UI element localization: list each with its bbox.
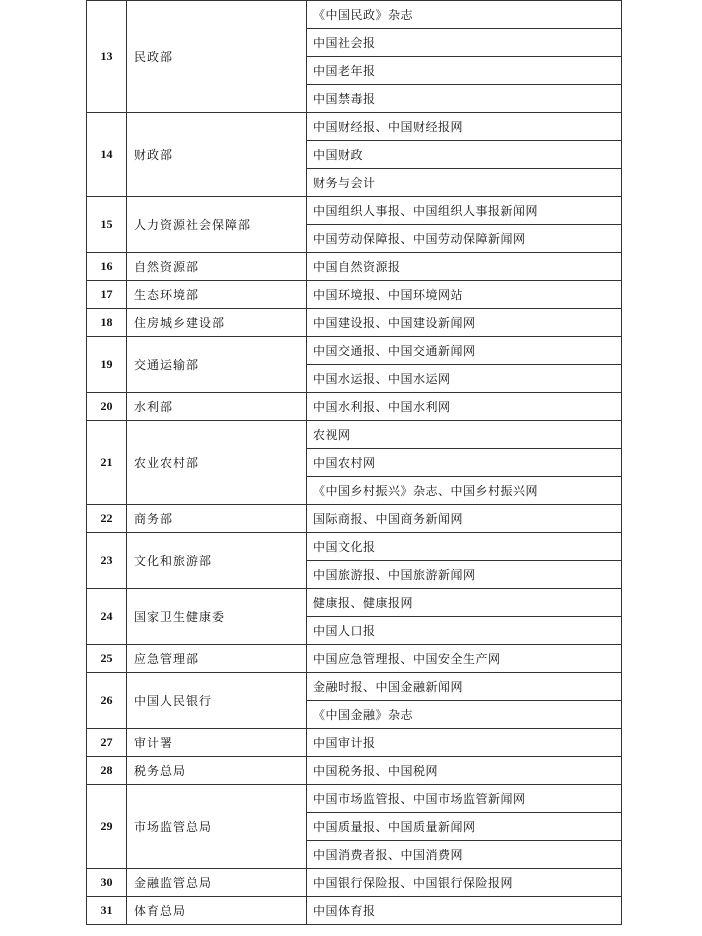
department-name: 交通运输部 (127, 337, 307, 393)
media-outlet: 中国质量报、中国质量新闻网 (307, 813, 622, 841)
media-outlet: 金融时报、中国金融新闻网 (307, 673, 622, 701)
department-name: 体育总局 (127, 897, 307, 925)
media-outlet: 中国农村网 (307, 449, 622, 477)
row-number: 28 (87, 757, 127, 785)
media-outlet: 中国体育报 (307, 897, 622, 925)
media-outlet: 中国旅游报、中国旅游新闻网 (307, 561, 622, 589)
table-row (87, 785, 622, 813)
media-outlet: 中国文化报 (307, 533, 622, 561)
media-outlet: 财务与会计 (307, 169, 622, 197)
media-outlet: 中国自然资源报 (307, 253, 622, 281)
department-name: 市场监管总局 (127, 785, 307, 869)
row-number: 24 (87, 589, 127, 645)
table-row (87, 757, 622, 785)
media-outlet: 《中国乡村振兴》杂志、中国乡村振兴网 (307, 477, 622, 505)
media-outlet: 中国组织人事报、中国组织人事报新闻网 (307, 197, 622, 225)
media-outlet: 中国水运报、中国水运网 (307, 365, 622, 393)
media-outlet: 中国社会报 (307, 29, 622, 57)
department-name: 审计署 (127, 729, 307, 757)
department-name: 文化和旅游部 (127, 533, 307, 589)
media-outlet: 健康报、健康报网 (307, 589, 622, 617)
row-number: 15 (87, 197, 127, 253)
row-number: 17 (87, 281, 127, 309)
table-row (87, 197, 622, 225)
row-number: 29 (87, 785, 127, 869)
table-row (87, 421, 622, 449)
table-row (87, 589, 622, 617)
row-number: 14 (87, 113, 127, 197)
department-name: 民政部 (127, 1, 307, 113)
row-number: 13 (87, 1, 127, 113)
media-outlet: 中国水利报、中国水利网 (307, 393, 622, 421)
row-number: 22 (87, 505, 127, 533)
table-row (87, 281, 622, 309)
table-row (87, 1, 622, 29)
media-outlet: 中国应急管理报、中国安全生产网 (307, 645, 622, 673)
media-table (86, 0, 622, 925)
table-row (87, 673, 622, 701)
media-outlet: 中国消费者报、中国消费网 (307, 841, 622, 869)
media-outlet: 《中国金融》杂志 (307, 701, 622, 729)
table-row (87, 113, 622, 141)
table-row (87, 505, 622, 533)
media-outlet: 中国市场监管报、中国市场监管新闻网 (307, 785, 622, 813)
media-outlet: 中国银行保险报、中国银行保险报网 (307, 869, 622, 897)
media-outlet: 农视网 (307, 421, 622, 449)
department-name: 国家卫生健康委 (127, 589, 307, 645)
media-outlet: 中国建设报、中国建设新闻网 (307, 309, 622, 337)
media-outlet: 《中国民政》杂志 (307, 1, 622, 29)
department-name: 自然资源部 (127, 253, 307, 281)
table-row (87, 533, 622, 561)
table-row (87, 253, 622, 281)
row-number: 26 (87, 673, 127, 729)
table-row (87, 337, 622, 365)
department-name: 中国人民银行 (127, 673, 307, 729)
department-name: 住房城乡建设部 (127, 309, 307, 337)
department-name: 农业农村部 (127, 421, 307, 505)
row-number: 30 (87, 869, 127, 897)
department-name: 应急管理部 (127, 645, 307, 673)
table-row (87, 645, 622, 673)
department-name: 税务总局 (127, 757, 307, 785)
row-number: 19 (87, 337, 127, 393)
department-name: 金融监管总局 (127, 869, 307, 897)
row-number: 20 (87, 393, 127, 421)
department-name: 人力资源社会保障部 (127, 197, 307, 253)
table-row (87, 309, 622, 337)
row-number: 18 (87, 309, 127, 337)
row-number: 31 (87, 897, 127, 925)
row-number: 25 (87, 645, 127, 673)
media-outlet: 国际商报、中国商务新闻网 (307, 505, 622, 533)
media-outlet: 中国税务报、中国税网 (307, 757, 622, 785)
media-outlet: 中国劳动保障报、中国劳动保障新闻网 (307, 225, 622, 253)
department-name: 水利部 (127, 393, 307, 421)
row-number: 16 (87, 253, 127, 281)
media-outlet: 中国老年报 (307, 57, 622, 85)
row-number: 21 (87, 421, 127, 505)
department-name: 财政部 (127, 113, 307, 197)
department-name: 商务部 (127, 505, 307, 533)
media-outlet: 中国审计报 (307, 729, 622, 757)
department-name: 生态环境部 (127, 281, 307, 309)
media-outlet: 中国财经报、中国财经报网 (307, 113, 622, 141)
table-row (87, 729, 622, 757)
row-number: 23 (87, 533, 127, 589)
media-outlet: 中国环境报、中国环境网站 (307, 281, 622, 309)
media-outlet: 中国禁毒报 (307, 85, 622, 113)
table-row (87, 897, 622, 925)
row-number: 27 (87, 729, 127, 757)
table-row (87, 393, 622, 421)
table-row (87, 869, 622, 897)
media-outlet: 中国人口报 (307, 617, 622, 645)
media-outlet: 中国财政 (307, 141, 622, 169)
media-table-body (87, 1, 622, 925)
media-outlet: 中国交通报、中国交通新闻网 (307, 337, 622, 365)
